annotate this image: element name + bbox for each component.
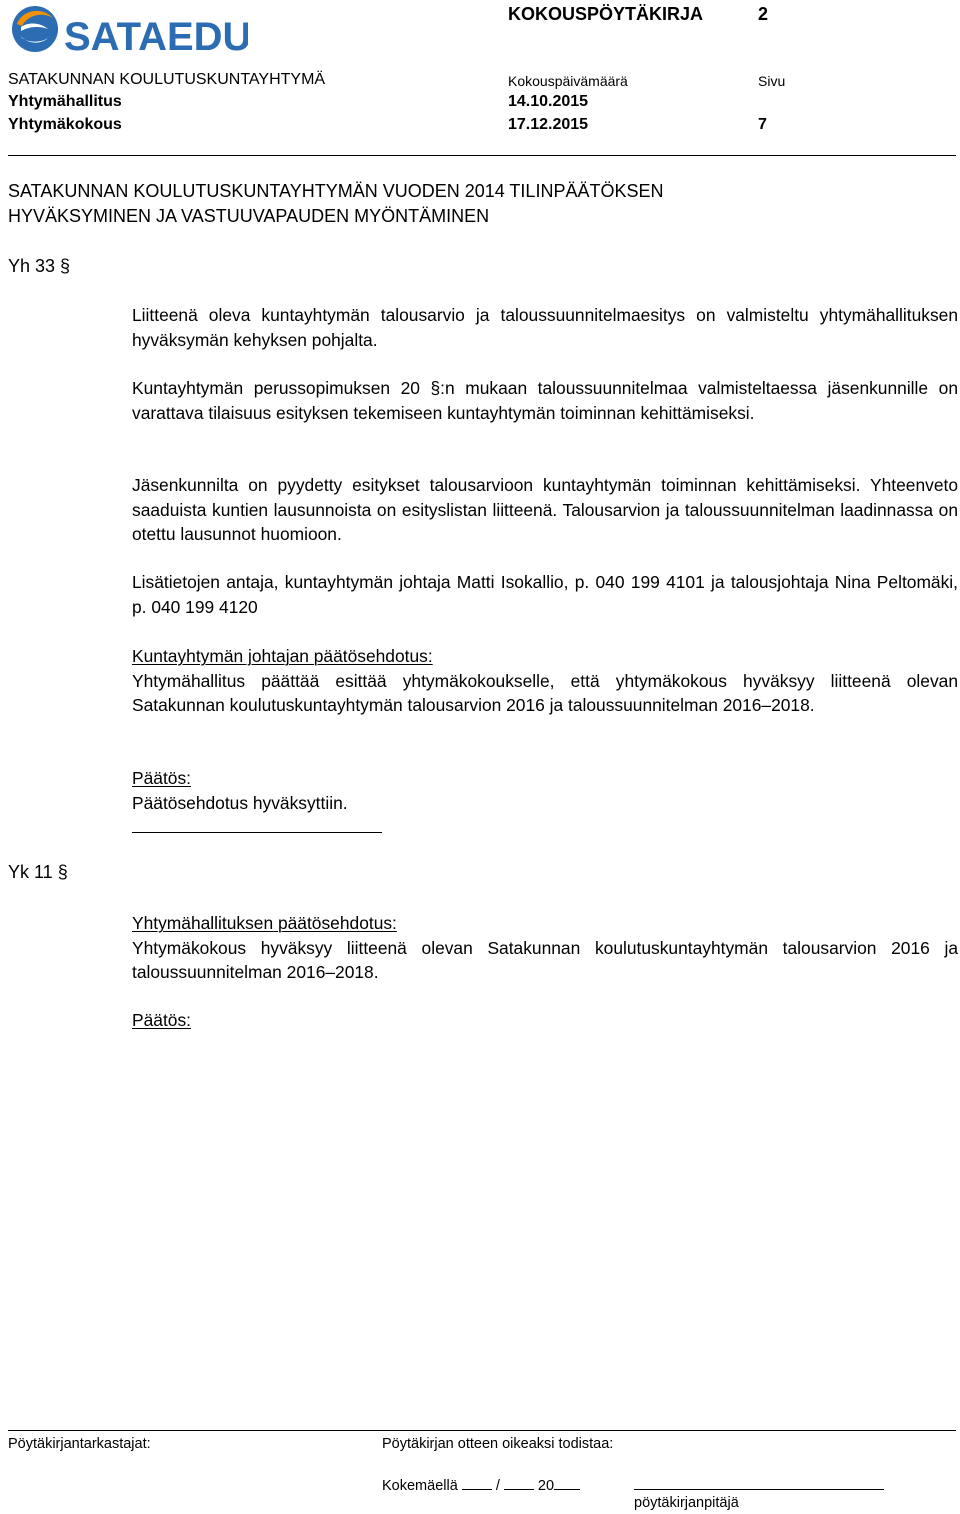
meeting-date-1: 14.10.2015 [508,93,589,110]
board-proposal-label: Yhtymähallituksen päätösehdotus: [132,913,397,933]
decision-2-label: Päätös: [132,1010,191,1030]
minutes-checkers-label: Pöytäkirjantarkastajat: [8,1436,151,1452]
meeting-date-2: 17.12.2015 [508,116,589,133]
paragraph-3 [132,473,958,547]
date-separator: / [495,1478,500,1494]
logo-mark-icon [8,2,248,62]
decision-1-label: Päätös: [132,768,191,788]
agenda-title-line-2: HYVÄKSYMINEN JA VASTUUVAPAUDEN MYÖNTÄMINEN [8,206,490,226]
svg-text:SATAEDU: SATAEDU [64,15,248,59]
meeting-body-1: Yhtymähallitus [8,93,122,110]
document-title: KOKOUSPÖYTÄKIRJA [508,4,704,24]
decision-divider [132,832,382,833]
section-yh: Yh 33 § [8,256,71,276]
board-proposal-text: Yhtymäkokous hyväksyy liitteenä olevan Satakunnan koulutuskuntayhtymän talousarvion 2016 ja taloussuunnitelman 2016–2018. [132,937,958,982]
minutes-keeper-label: pöytäkirjanpitäjä [634,1495,739,1511]
agenda-title-line-1: SATAKUNNAN KOULUTUSKUNTAYHTYMÄN VUODEN 2014 TILINPÄÄTÖKSEN [8,181,664,201]
month-blank[interactable] [504,1475,534,1490]
section-yk: Yk 11 § [8,862,68,882]
paragraph-4-text: Lisätietojen antaja, kuntayhtymän johtaja Matti Isokallio, p. 040 199 4101 ja talousjohtaja Nina Peltomäki, p. 040 199 4120 [132,572,958,617]
decision-1-text: Päätösehdotus hyväksyttiin. [132,792,348,813]
footer-divider [8,1430,956,1431]
meeting-date-label: Kokouspäivämäärä [508,73,628,89]
paragraph-2 [132,376,958,425]
year-blank[interactable] [554,1475,580,1490]
director-proposal [132,644,958,718]
certified-copy-label: Pöytäkirjan otteen oikeaksi todistaa: [382,1436,614,1452]
meeting-body-2: Yhtymäkokous [8,116,122,133]
year-prefix: 20 [537,1478,555,1494]
decision-1 [132,766,958,815]
board-proposal [132,911,958,985]
signature-place-line [382,1475,580,1494]
sataedu-logo [8,2,248,62]
header-divider [8,155,956,156]
paragraph-4 [132,570,958,619]
director-proposal-text: Yhtymähallitus päättää esittää yhtymäkokoukselle, että yhtymäkokous hyväksyy liitteenä olevan Satakunnan koulutuskuntayhtymän talousarvion 2016 ja taloussuunnitelman 2016–2018. [132,670,958,715]
organization-name: SATAKUNNAN KOULUTUSKUNTAYHTYMÄ [8,71,326,88]
paragraph-1 [132,303,958,352]
paragraph-1-text: Liitteenä oleva kuntayhtymän talousarvio ja taloussuunnitelmaesitys on valmisteltu yhtymähallituksen hyväksymän kehyksen pohjalta. [132,305,958,350]
signature-line[interactable] [634,1489,884,1490]
paragraph-2-text: Kuntayhtymän perussopimuksen 20 §:n mukaan taloussuunnitelmaa valmisteltaessa jäsenkunnille on varattava tilaisuus esityksen tekemiseen kuntayhtymän toiminnan kehittämiseksi. [132,378,958,423]
document-page-number: 2 [758,4,769,24]
meeting-page-2: 7 [758,116,767,133]
page-label: Sivu [758,73,786,89]
decision-2 [132,1008,958,1033]
signature-place: Kokemäellä [382,1478,458,1494]
paragraph-3-text: Jäsenkunnilta on pyydetty esitykset talousarvioon kuntayhtymän toiminnan kehittämiseksi. Yhteenveto saaduista kuntien lausunnoista on esityslistan liitteenä. Talousarvion ja taloussuunnitelman laadinnassa on otettu lausunnot huomioon. [132,475,958,544]
director-proposal-label: Kuntayhtymän johtajan päätösehdotus: [132,646,433,666]
day-blank[interactable] [462,1475,492,1490]
